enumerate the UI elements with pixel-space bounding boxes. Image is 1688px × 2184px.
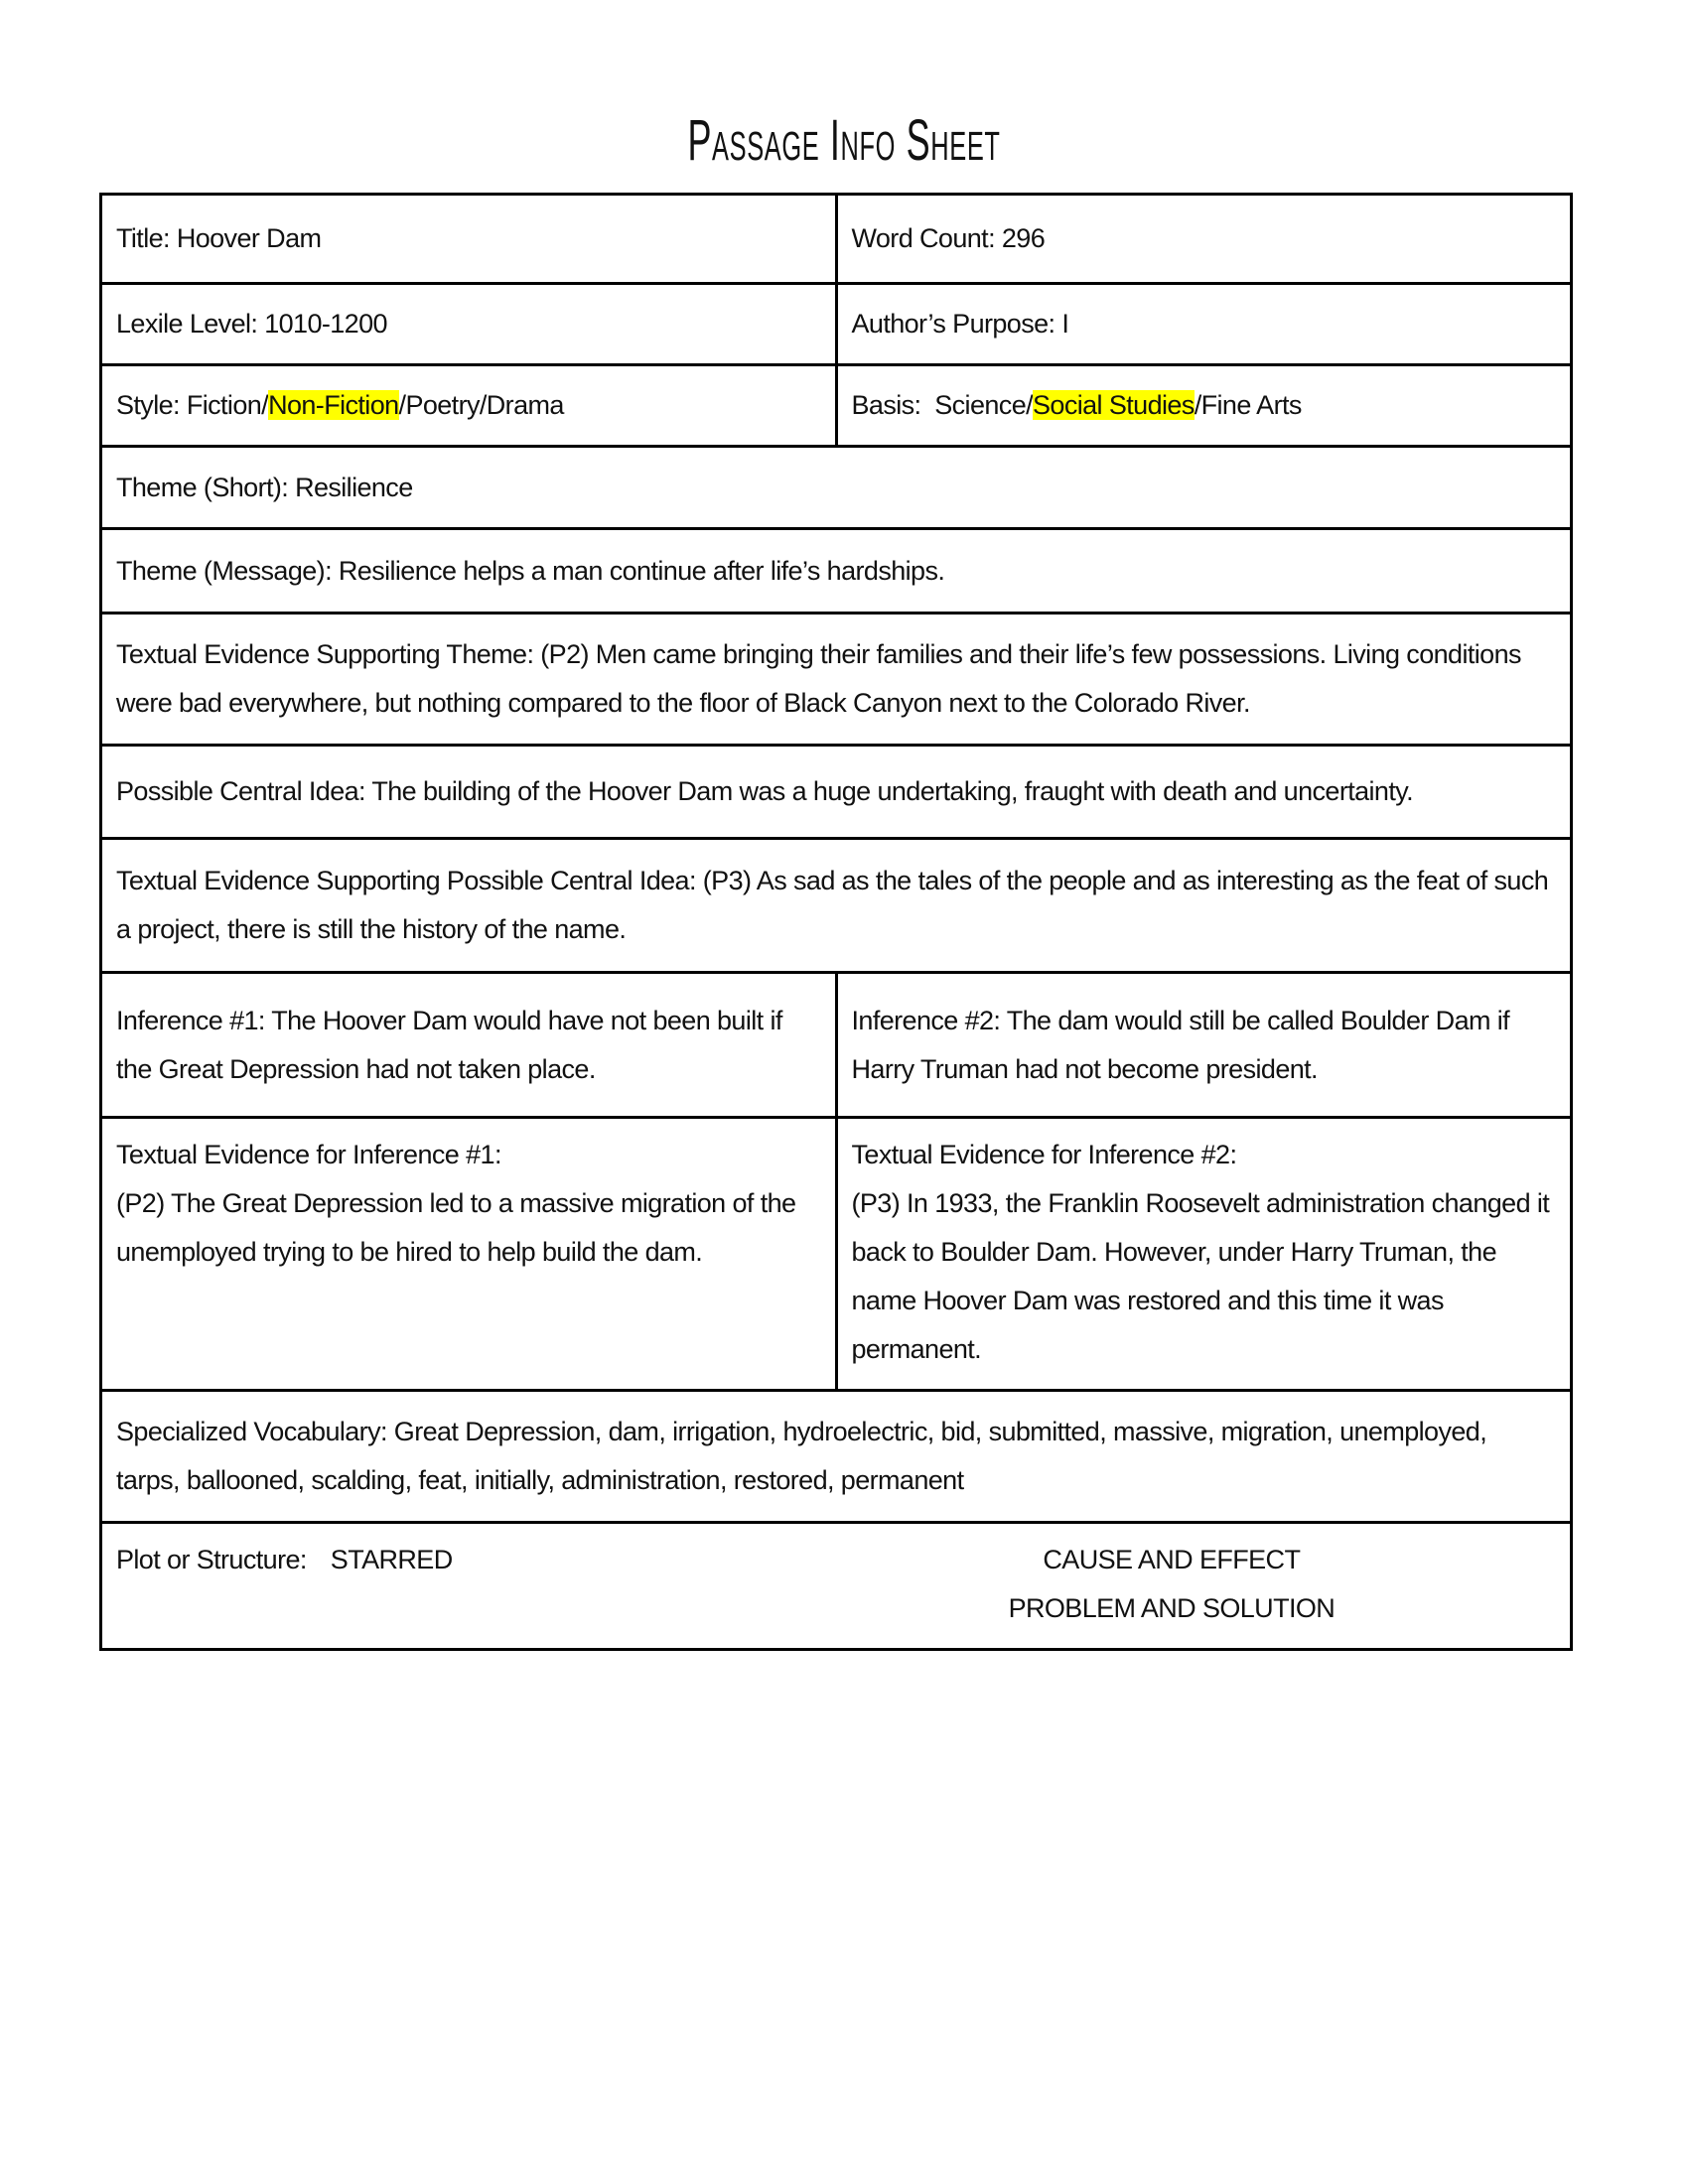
row-inferences [101,973,1572,1118]
title-label: Title: [116,223,170,253]
row-theme-message [101,529,1572,614]
inference-2-cell [836,973,1572,1118]
evidence-1-label: Textual Evidence for Inference #1: [116,1140,501,1169]
row-theme-short [101,447,1572,529]
authors-purpose-label: Author’s Purpose: [851,309,1055,339]
page-title: Passage Info Sheet [687,108,1001,173]
evidence-2-cell [836,1118,1572,1391]
plot-cause-effect: CAUSE AND EFFECT [1043,1545,1301,1574]
theme-message-value: Resilience helps a man continue after life’s hardships. [338,555,945,586]
evidence-2-value: (P3) In 1933, the Franklin Roosevelt administration changed it back to Boulder Dam. However, under Harry Truman, the name Hoover Dam was restored and this time it was permanent. [851,1188,1550,1364]
evidence-2-label: Textual Evidence for Inference #2: [851,1140,1237,1169]
basis-option-social-studies-highlighted: Social Studies [1033,390,1195,420]
lexile-value: 1010-1200 [264,309,387,339]
row-style [101,365,1572,447]
row-title [101,195,1572,284]
lexile-cell [101,284,837,365]
row-inference-evidence [101,1118,1572,1391]
row-lexile [101,284,1572,365]
theme-message-cell [101,529,1572,614]
evidence-1-value: (P2) The Great Depression led to a massive migration of the unemployed trying to be hired to help build the dam. [116,1188,796,1267]
evidence-1-cell [101,1118,837,1391]
theme-evidence-cell [101,614,1572,746]
central-idea-label: Possible Central Idea: [116,776,365,806]
row-central-idea-evidence [101,839,1572,973]
central-idea-evidence-value: (P3) As sad as the tales of the people and as interesting as the feat of such a project, there is still the history of the name. [116,866,1549,944]
theme-evidence-label: Textual Evidence Supporting Theme: [116,639,534,669]
row-central-idea [101,746,1572,839]
vocabulary-cell [101,1391,1572,1523]
style-option-fiction: Fiction [186,390,262,420]
authors-purpose-value: I [1061,309,1069,339]
style-option-poetry: Poetry [405,390,480,420]
vocabulary-label: Specialized Vocabulary: [116,1417,387,1446]
plot-cell [101,1523,1572,1650]
central-idea-evidence-label: Textual Evidence Supporting Possible Central Idea: [116,866,696,895]
central-idea-cell [101,746,1572,839]
word-count-label: Word Count: [851,223,995,253]
inference-1-value: The Hoover Dam would have not been built if the Great Depression had not taken place. [116,1005,782,1084]
basis-option-fine-arts: Fine Arts [1200,390,1302,420]
basis-option-science: Science [934,390,1027,420]
plot-label: Plot or Structure: [116,1545,307,1574]
row-vocabulary [101,1391,1572,1523]
basis-label: Basis: [851,390,921,420]
central-idea-value: The building of the Hoover Dam was a huge undertaking, fraught with death and uncertainty. [371,776,1414,806]
vocabulary-value: Great Depression, dam, irrigation, hydroelectric, bid, submitted, massive, migration, unemployed, tarps, ballooned, scalding, feat, initially, administration, restored, permanent [116,1417,1487,1495]
theme-short-label: Theme (Short): [116,472,289,502]
plot-problem-solution: PROBLEM AND SOLUTION [1008,1593,1336,1623]
theme-short-cell [101,447,1572,529]
title-cell [101,195,837,284]
inference-1-label: Inference #1: [116,1005,265,1035]
theme-short-value: Resilience [295,472,413,502]
row-theme-evidence [101,614,1572,746]
central-idea-evidence-cell [101,839,1572,973]
inference-1-cell [101,973,837,1118]
passage-info-table [99,193,1573,1651]
basis-cell: Basis: Science/Social Studies/Fine Arts [836,365,1572,447]
authors-purpose-cell [836,284,1572,365]
plot-value: STARRED [330,1545,453,1574]
theme-evidence-value: (P2) Men came bringing their families and their life’s few possessions. Living conditions were bad everywhere, but nothing compared to the floor of Black Canyon next to the Colorado River. [116,639,1521,718]
word-count-cell [836,195,1572,284]
style-cell: Style: Fiction/Non-Fiction/Poetry/Drama [101,365,837,447]
theme-message-label: Theme (Message): [116,555,332,586]
inference-2-label: Inference #2: [851,1005,1001,1035]
word-count-value: 296 [1001,223,1046,253]
style-label: Style: [116,390,180,420]
style-option-drama: Drama [486,390,564,420]
row-plot [101,1523,1572,1650]
inference-2-value: The dam would still be called Boulder Dam if Harry Truman had not become president. [851,1005,1510,1084]
style-option-non-fiction-highlighted: Non-Fiction [268,390,399,420]
title-value: Hoover Dam [176,223,322,253]
lexile-label: Lexile Level: [116,309,258,339]
